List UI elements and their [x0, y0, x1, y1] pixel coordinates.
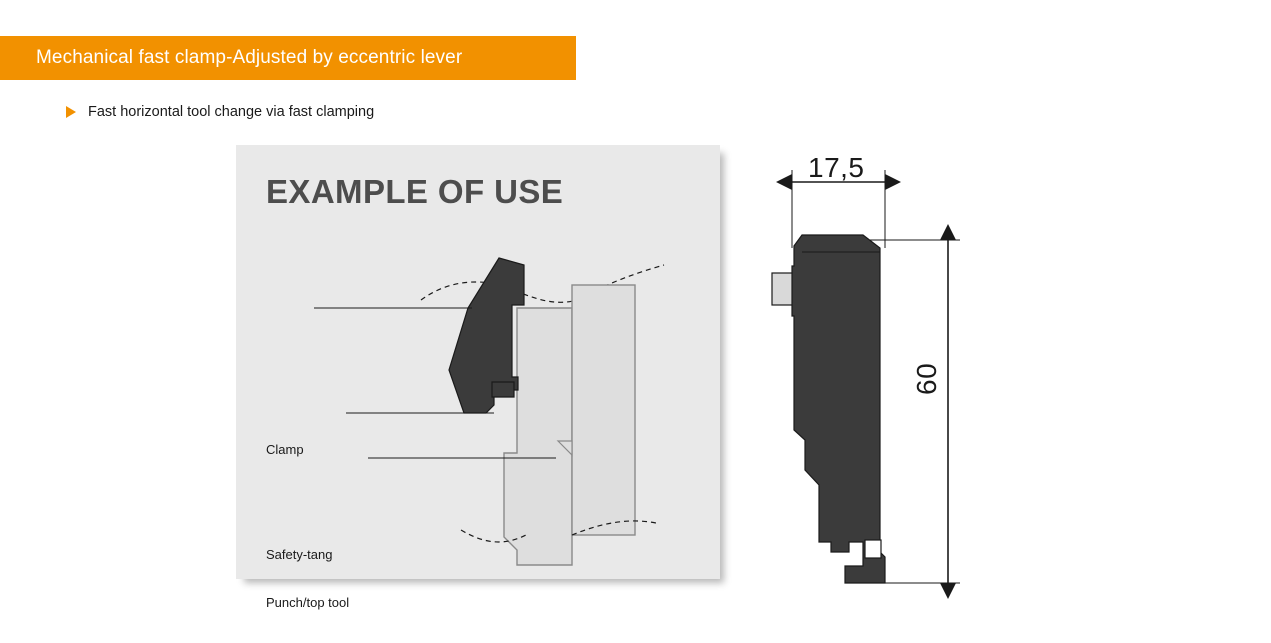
- section-title-banner: [0, 36, 576, 80]
- technical-side-view-drawing: [745, 140, 1215, 610]
- example-panel-heading: EXAMPLE OF USE: [266, 173, 564, 210]
- dimension-label-width: 17,5: [808, 152, 865, 183]
- page-title: Mechanical fast clamp-Adjusted by eccentric lever: [36, 47, 463, 68]
- clamp-side-profile: [792, 235, 885, 583]
- punch-top-tool-shape: [504, 308, 572, 565]
- clamp-lug: [772, 273, 794, 305]
- feature-bullet-item: [66, 104, 374, 120]
- punch-body-block: [572, 285, 635, 535]
- feature-bullet-label: Fast horizontal tool change via fast clamping: [88, 104, 375, 120]
- bottom-notch: [865, 540, 881, 558]
- triangle-right-icon: [66, 106, 76, 118]
- dimension-label-height: 60: [911, 362, 942, 395]
- side-view-svg: [745, 140, 1215, 610]
- callout-label-safety-tang: Safety-tang: [266, 547, 333, 562]
- example-of-use-panel: [236, 145, 720, 610]
- callout-label-punch-top-tool: Punch/top tool: [266, 595, 350, 610]
- cross-section-illustration: [236, 145, 720, 579]
- safety-tang-shape: [492, 382, 514, 397]
- callout-label-clamp: Clamp: [266, 442, 304, 457]
